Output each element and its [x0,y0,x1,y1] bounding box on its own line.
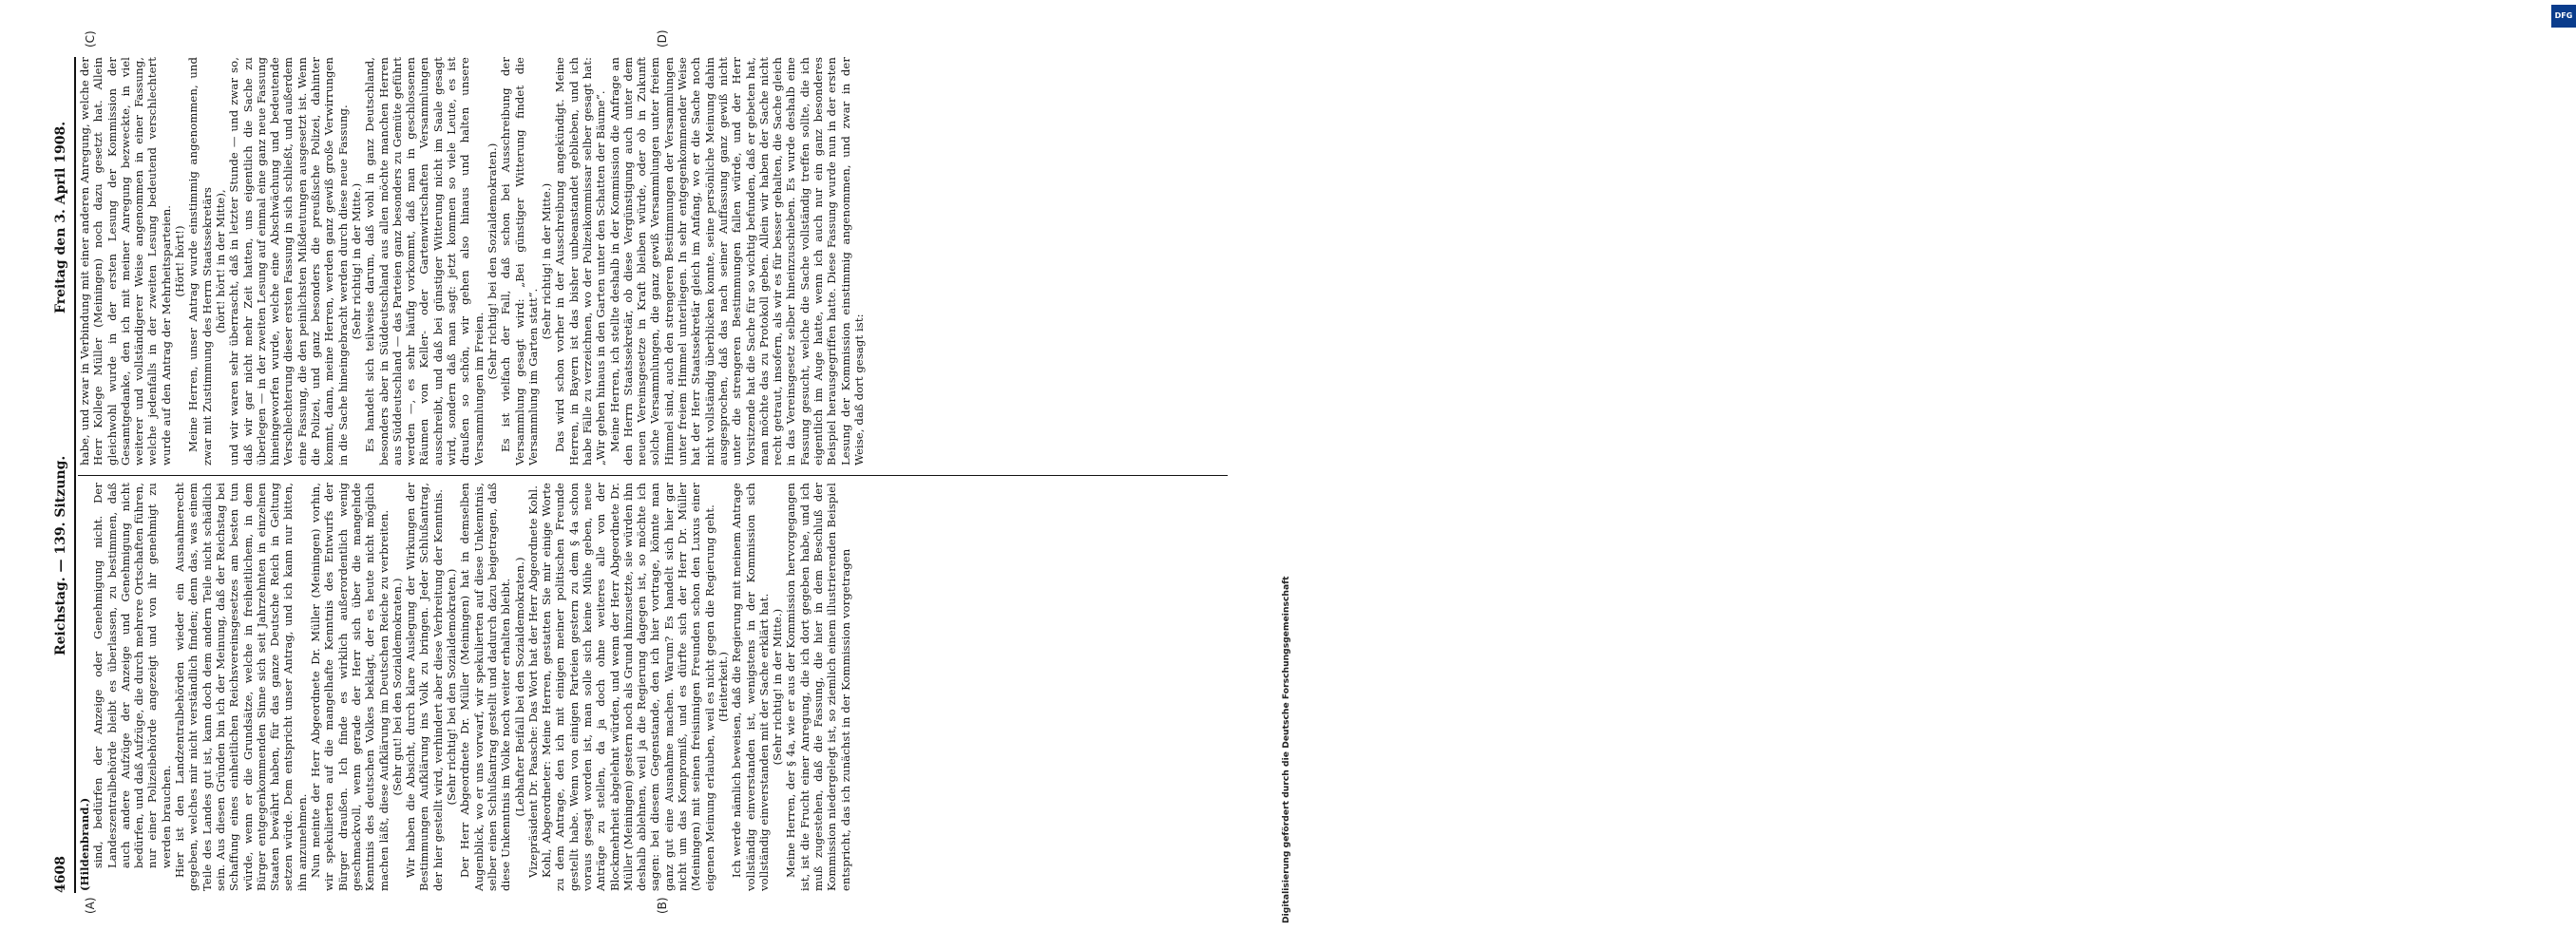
interjection: (Sehr richtig! in der Mitte.) [540,182,554,340]
page-number: 4608 [53,856,68,893]
paragraph: Wir haben die Absicht, durch klare Auslegung der Wirkungen der Bestimmungen Aufklärung ins Volk zu bringen. Jeder Schlußantrag, der hier gestellt wird, verhindert aber diese Verbreitung der Kenntnis. [404,483,445,891]
paragraph: Meine Herren, der § 4a, wie er aus der Kommission hervorgegangen ist, ist die Frucht einer Anregung, die ich dort gegeben habe, und ich muß zugestehen, daß die Fassung, die hier in dem Beschluß der Kommission niedergelegt ist, so ziemlich einem illustrierenden Beispiel entspricht, das ich zunächst in der Kommission vorgetragen [784,483,852,891]
paragraph: Der Herr Abgeordnete Dr. Müller (Meiningen) hat in demselben Augenblick, wo er uns vorwarf, wir spekulierten auf diese Unkenntnis, selber einen Schlußantrag gestellt und dadurch dazu beigetragen, daß diese Unkenntnis im Volke noch weiter erhalten bleibt. [458,483,513,891]
speaker-tag: (Hildenbrand.) [78,797,91,891]
interjection: (Sehr gut! bei den Sozialdemokraten.) [390,578,404,796]
header-date: Freitag den 3. April 1908. [53,121,68,314]
interjection: (Hört! hört!) [173,225,187,297]
paragraph: habe, und zwar in Verbindung mit einer anderen Anregung, welche der Herr Kollege Müller (Meiningen) noch dazu gesetzt hat. Allein gleichwohl wurde in der ersten Lesung der Kommission der Gesamtgedanke, den ich mit meiner Anregung bezweckte, in viel weiterer und vollständigerer Weise angenommen in einer Fassung, welche jedenfalls in der zweiten Lesung bedeutend verschlechtert wurde auf den Antrag der Mehrheitsparteien. [78,57,173,466]
page-header [49,57,72,893]
paragraph: Hier ist den Landzentralbehörden wieder ein Ausnahmerecht gegeben, welches mir nicht verständlich finden; denn das, was einem Teile des Landes gut ist, kann doch dem andern Teile nicht schädlich sein. Aus diesen Gründen bin ich der Meinung, daß der Reichstag bei Schaffung eines einheitlichen Reichsvereinsgesetzes am besten tun würde, wenn er die Grundsätze, welche in freiheitlichem, in dem Bürger entgegenkommenden Sinne sich seit Jahrzehnten in einzelnen Staaten bewährt haben, für das ganze Deutsche Reich in Geltung setzen würde. Dem entspricht unser Antrag, und ich kann nur bitten, ihn anzunehmen. [173,483,309,891]
interjection: (Heiterkeit.) [716,651,730,723]
margin-marker-c: (C) [84,30,97,48]
paragraph: und wir waren sehr überrascht, daß in letzter Stunde — und zwar so, daß wir gar nicht mehr Zeit hatten, uns eigentlich die Sache zu überlegen — in der zweiten Lesung auf einmal eine ganz neue Fassung hineingeworfen wurde, welche eine Abschwächung und bedeutende Verschlechterung dieser ersten Fassung in sich schließt, und außerdem eine Fassung, die den peinlichsten Mißdeutungen ausgesetzt ist. Wenn die Polizei, und ganz besonders die preußische Polizei, dahinter kommt, dann, meine Herren, werden ganz gewiß große Verwirrungen in die Sache hineingebracht werden durch diese neue Fassung. [227,57,350,466]
paragraph: Meine Herren, ich stellte deshalb in der Kommission die Anfrage an den Herrn Staatssekretär, ob diese Vergünstigung auch unter dem neuen Vereinsgesetze in Kraft bleiben würde, oder ob in Zukunft solche Versammlungen, die ganz gewiß Versammlungen unter freiem Himmel sind, auch den strengeren Bestimmungen der Versammlungen unter freiem Himmel unterliegen. In sehr entgegenkommender Weise hat der Herr Staatssekretär gleich im Anfang, wo er die Sache noch nicht vollständig überblicken konnte, seine persönliche Meinung dahin ausgesprochen, daß das nach seiner Auffassung ganz gewiß nicht unter die strengeren Bestimmungen fallen würde, und der Herr Vorsitzende hat die Sache für so wichtig befunden, daß er gebeten hat, man möchte das zu Protokoll geben. Allein wir haben der Sache nicht recht getraut, insofern, als wir es für besser gehalten, die Sache gleich in das Vereinsgesetz selber hineinzuschieben. Es wurde deshalb eine Fassung gesucht, welche die Sache vollständig treffen sollte, die ich eigentlich im Auge hatte, wenn ich auch nur ein ganz besonderes Beispiel herausgegriffen hatte. Diese Fassung wurde nun in der ersten Lesung der Kommission einstimmig angenommen, und zwar in der Weise, daß dort gesagt ist: [607,57,866,466]
interjection: (Sehr richtig! bei den Sozialdemokraten.) [485,142,499,380]
paragraph: Nun meinte der Herr Abgeordnete Dr. Müller (Meiningen) vorhin, wir spekulierten auf die mangelhafte Kenntnis des Entwurfs der Bürger draußen. Ich finde es wirklich außerordentlich wenig geschmackvoll, wenn gerade der Herr sich über die mangelnde Kenntnis des deutschen Volkes beklagt, der es heute nicht möglich machen läßt, diese Aufklärung im Deutschen Reiche zu verbreiten. [309,483,391,891]
interjection: (Sehr richtig! in der Mitte.) [771,608,785,766]
margin-marker-d: (D) [656,29,669,48]
margin-marker-a: (A) [84,897,97,914]
paragraph: Es handelt sich teilweise darum, daß wohl in ganz Deutschland, besonders aber in Süddeutschland aus allen möchte manchen Herren aus Süddeutschland — das Parteien ganz besonders zu Gemüte geführt werden —, es sehr häufig vorkommt, daß man in geschlossenen Räumen von Keller- oder Gartenwirtschaften Versammlungen ausschreibt, und daß bei günstiger Witterung nicht im Saale gesagt wird, sondern daß man sagt: jetzt kommen so viele Leute, es ist draußen so schön, wir gehen also hinaus und halten unsere Versammlungen im Freien. [363,57,486,466]
sidebar [1269,0,2573,950]
margin-marker-b: (B) [656,897,669,914]
paragraph: Es ist vielfach der Fall, daß schon bei Ausschreibung der Versammlung gesagt wird: „Bei günstiger Witterung findet die Versammlung im Garten statt“. [499,57,540,466]
paragraph: Ich werde nämlich beweisen, daß die Regierung mit meinem Antrage vollständig einverstanden ist, wenigstens in der Kommission sich vollständig einverstanden mit der Sache erklärt hat. [730,483,771,891]
right-column [78,57,1228,466]
paragraph: Meine Herren, unser Antrag wurde einstimmig angenommen, und zwar mit Zustimmung des Herrn Staatssekretärs [186,57,214,466]
dfg-logo: DFG [2551,5,2576,28]
left-column [78,483,1228,891]
interjection: (Sehr richtig! in der Mitte.) [349,182,363,340]
digitization-credit: Digitalisierung gefördert durch die Deutsche Forschungsgemeinschaft [1281,576,1291,923]
paragraph: sind, bedürfen der Anzeige oder Genehmigung nicht. Der Landeszentralbehörde bleibt es überlassen, zu bestimmen, daß auch andere Aufzüge der Anzeige und Genehmigung nicht bedürfen, und daß Aufzüge, die durch mehrere Ortschaften führen, nur einer Polizeibehörde angezeigt und von ihr genehmigt zu werden brauchen. [91,483,173,868]
header-rule [74,57,76,893]
header-title: Reichstag. — 139. Sitzung. [53,455,68,656]
column-divider [78,475,1228,476]
interjection: (Sehr richtig! bei den Sozialdemokraten.) [445,568,459,806]
interjection: (Lebhafter Beifall bei den Sozialdemokraten.) [512,557,526,817]
interjection: (hört! hört! in der Mitte), [213,189,227,333]
paragraph: Das wird schon vorher in der Ausschreibung angekündigt. Meine Herren, in Bayern ist das bisher unbeanstandet geblieben, und ich habe Fälle zu verzeichnen, wo der Polizeikommissar selber gesagt hat: „Wir gehen hinaus in den Garten unter den Schatten der Bäume“. [553,57,608,466]
paragraph: Kohl, Abgeordneter: Meine Herren, gestatten Sie mir einige Worte zu dem Antrage, den ich mit einigen meiner politischen Freunde gestellt habe. Wenn von einigen Parteien gestern zu dem § 4a schon voraus gesagt worden ist, man solle sich keine Mühe geben, neue Anträge zu stellen, da ja doch ohne weiteres alle von der Blockmehrheit abgelehnt würden, und wenn der Herr Abgeordnete Dr. Müller (Meiningen) gestern noch als Grund hinzusetzte, sie würden ihn deshalb ablehnen, weil ja die Regierung dagegen ist, so möchte ich sagen: bei diesem Gegenstande, den ich hier vortrage, könnte man ganz gut eine Ausnahme machen. Warum? Es handelt sich hier gar nicht um das Kompromiß, und es dürfte sich der Herr Dr. Müller (Meiningen) mit seinen freisinnigen Freunden schon den Luxus einer eigenen Meinung erlauben, weil es nicht gegen die Regierung geht. [540,483,716,891]
paragraph: Vizepräsident Dr. Paasche: Das Wort hat der Herr Abgeordnete Kohl. [525,484,540,878]
